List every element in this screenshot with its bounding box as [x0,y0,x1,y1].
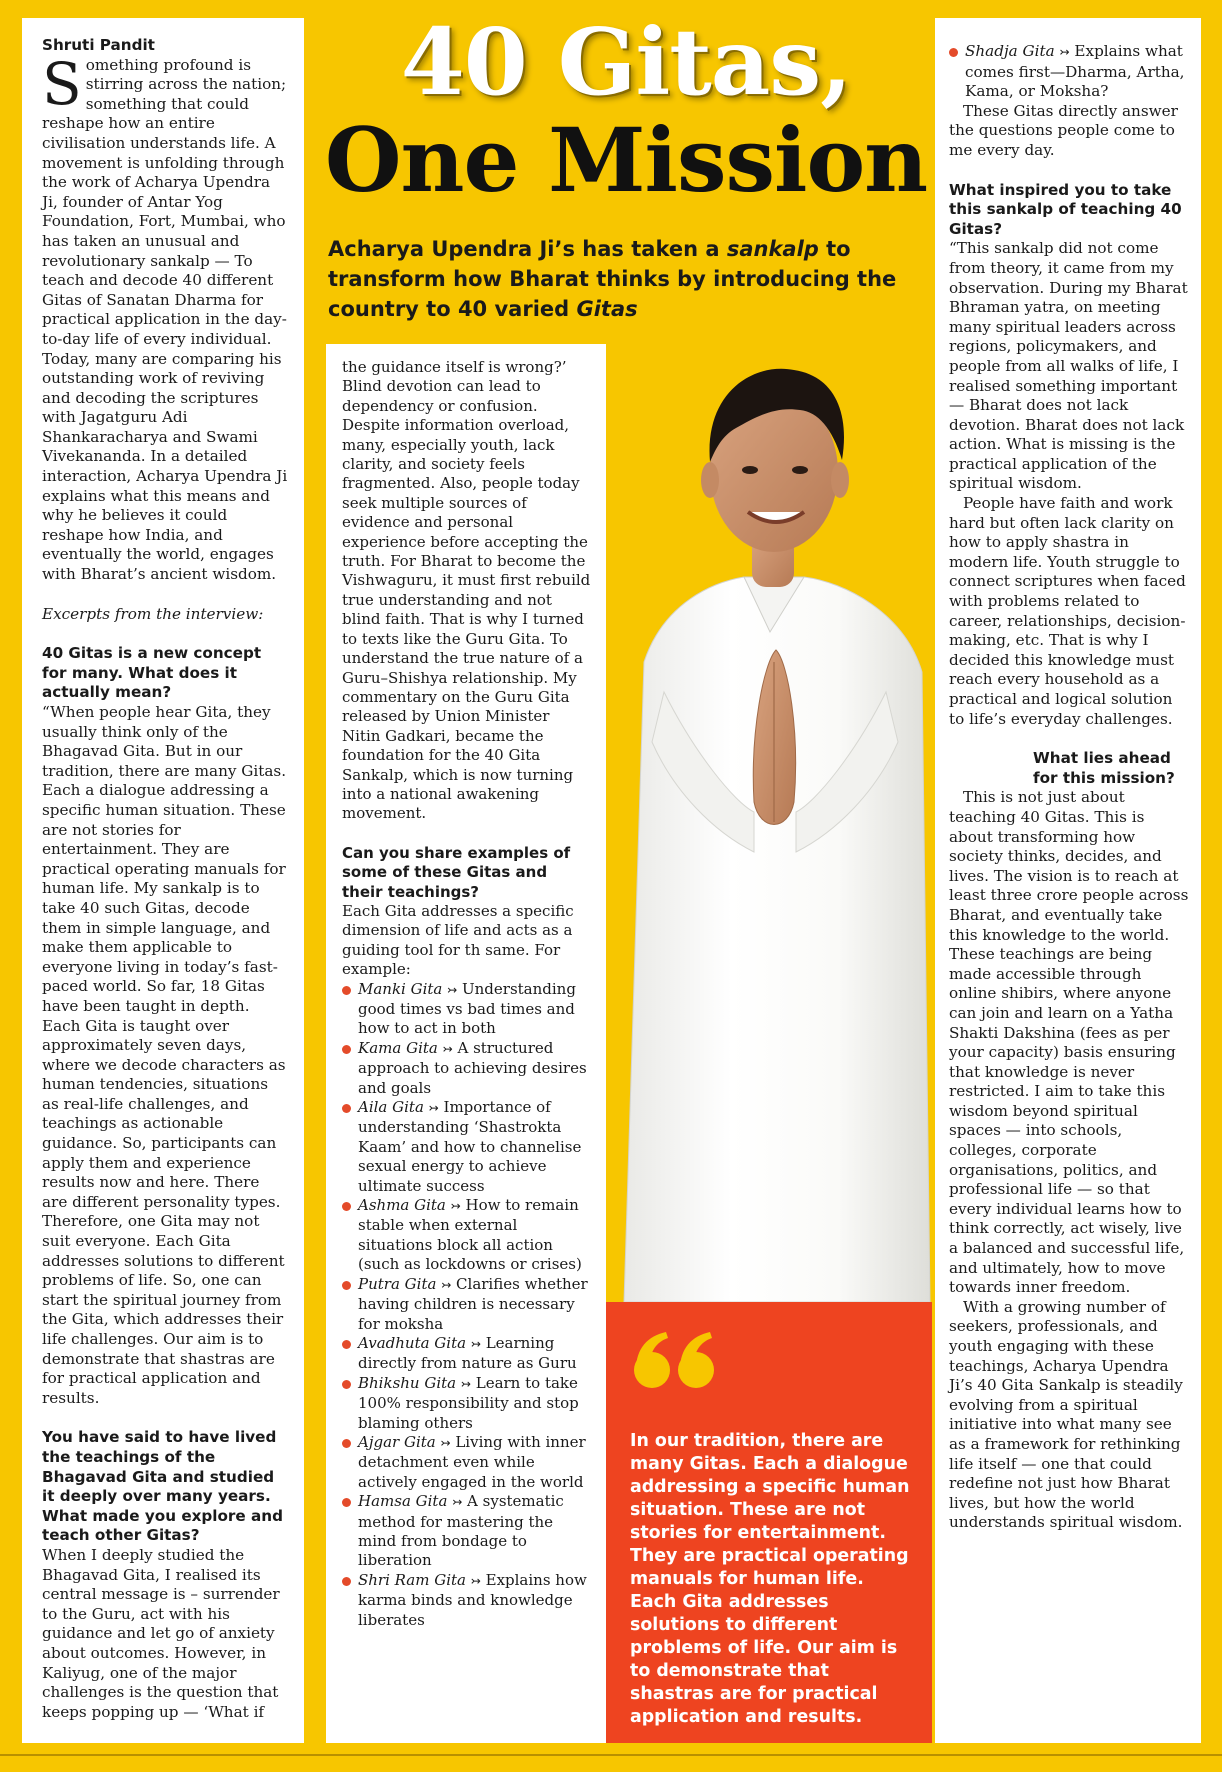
headline-line-2: One Mission [324,108,928,212]
answer-2: When I deeply studied the Bhagavad Gita, I realised its central message is – surrender to the Guru, act with his guidance and let go of anxiety about outcomes. However, in Kaliyug, one of the major challenges is the question that keeps popping up — ‘What if [42,1545,280,1721]
question-4: What inspired you to take this sankalp of teaching 40 Gitas? [949,180,1182,238]
answer-2-continued: the guidance itself is wrong?’ Blind devotion can lead to dependency or confusion. Despite information overload, many, especially youth, lack clarity, and society feels fragmented. Also, people today seek multiple sources of evidence and personal experience before accepting the truth. For Bharat to become the Vishwaguru, it must first rebuild true understanding and not blind faith. That is why I turned to texts like the Guru Gita. To understand the true nature of a Guru–Shishya relationship. My commentary on the Guru Gita released by Union Minister Nitin Gadkari, became the foundation for the 40 Gita Sankalp, which is now turning into a national awakening movement. [342,358,591,823]
gita-example-item: Putra Gita ↣ Clarifies whether having children is necessary for moksha [342,1275,592,1334]
deck: Acharya Upendra Ji’s has taken a sankalp to transform how Bharat thinks by introducing the country to 40 varied Gitas [328,237,897,321]
middle-column [326,344,606,1743]
headline-line-1: 40 Gitas, [400,8,852,116]
portrait-photo [604,332,936,1302]
quote-marks-icon [632,1330,722,1396]
answer-5-part-2: With a growing number of seekers, professionals, and youth engaging with these teachings, Acharya Upendra Ji’s 40 Gita Sankalp is steadily evolving from a spiritual initiative into what many see as a framework for rethinking life itself — one that could redefine not just how Bharat lives, but how the world understands spiritual wisdom. [949,1297,1183,1532]
drop-cap: S [42,49,82,118]
gita-example-item: Hamsa Gita ↣ A systematic method for mastering the mind from bondage to liberation [342,1492,592,1571]
question-2: You have said to have lived the teachings of the Bhagavad Gita and studied it deeply over many years. What made you explore and teach other Gitas? [42,1428,283,1545]
question-5: What lies ahead for this mission? [1033,749,1175,787]
byline: Shruti Pandit [42,36,155,54]
gita-example-item: Shadja Gita ↣ Explains what comes first—Dharma, Artha, Kama, or Moksha? [949,42,1189,102]
gita-example-item: Shri Ram Gita ↣ Explains how karma binds and knowledge liberates [342,1571,592,1630]
gita-example-item: Avadhuta Gita ↣ Learning directly from nature as Guru [342,1334,592,1374]
gita-examples-list [342,980,592,1630]
examples-closing: These Gitas directly answer the questions people come to me every day. [949,101,1178,159]
headline [322,8,930,212]
answer-4-part-1: “This sankalp did not come from theory, it came from my observation. During my Bharat Bhraman yatra, on meeting many spiritual leaders across regions, policymakers, and people from all walks of life, I realised something important — Bharat does not lack devotion. Bharat does not lack action. What is missing is the practical application of the spiritual wisdom. [949,239,1188,493]
pull-quote-box [606,1302,932,1743]
pull-quote-text: In our tradition, there are many Gitas. Each a dialogue addressing a specific human situation. These are not stories for entertainment. They are practical operating manuals for human life. Each Gita addresses solutions to different problems of life. Our aim is to demonstrate that shastras are for practical application and results. [630,1431,910,1727]
gita-example-item: Aila Gita ↣ Importance of understanding ‘Shastrokta Kaam’ and how to channelise sexual energy to achieve ultimate success [342,1098,592,1196]
answer-4-part-2: People have faith and work hard but often lack clarity on how to apply shastra in modern life. Youth struggle to connect scriptures when faced with problems related to career, relationships, decision-making, etc. That is why I decided this knowledge must reach every household as a practical and logical solution to life’s everyday challenges. [949,494,1186,728]
answer-5-part-1: This is not just about teaching 40 Gitas. This is about transforming how society thinks, decides, and lives. The vision is to reach at least three crore people across Bharat, and eventually take this knowledge to the world. These teachings are being made accessible through online shibirs, where anyone can join and learn on a Yatha Shakti Dakshina (fees as per your capacity) basis ensuring that knowledge is never restricted. I aim to take this wisdom beyond spiritual spaces — into schools, colleges, corporate organisations, politics, and professional life — so that every individual learns how to think correctly, act wisely, live a balanced and successful life, and ultimately, how to move towards inner freedom. [949,788,1189,1297]
bottom-rule [0,1754,1222,1756]
gita-example-item: Kama Gita ↣ A structured approach to achieving desires and goals [342,1039,592,1098]
gita-example-item: Manki Gita ↣ Understanding good times vs bad times and how to act in both [342,980,592,1039]
left-column [22,18,304,1743]
question-1: 40 Gitas is a new concept for many. What does it actually mean? [42,644,262,702]
gita-example-item: Bhikshu Gita ↣ Learn to take 100% responsibility and stop blaming others [342,1374,592,1433]
gita-example-item: Ajgar Gita ↣ Living with inner detachment even while actively engaged in the world [342,1433,592,1492]
answer-1: “When people hear Gita, they usually think only of the Bhagavad Gita. But in our tradition, there are many Gitas. Each a dialogue addressing a specific human situation. These are not stories for entertainment. They are practical operating manuals for human life. My sankalp is to take 40 such Gitas, decode them in simple language, and make them applicable to everyone living in today’s fast-paced world. So far, 18 Gitas have been taught in depth. Each Gita is taught over approximately seven days, where we decode characters as human tendencies, situations as real-life challenges, and teachings as actionable guidance. So, participants can apply them and experience results now and here. There are different personality types. Therefore, one Gita may not suit everyone. Each Gita addresses solutions to different problems of life. So, one can start the spiritual journey from the Gita, which addresses their life challenges. Our aim is to demonstrate that shastras are for practical application and results. [42,703,287,1407]
answer-3-intro: Each Gita addresses a specific dimension of life and acts as a guiding tool for th same. For example: [342,901,574,979]
excerpt-label: Excerpts from the interview: [42,604,264,623]
intro-paragraph: Something profound is stirring across the nation; something that could reshape how an entire civilisation understands life. A movement is unfolding through the work of Acharya Upendra Ji, founder of Antar Yog Foundation, Fort, Mumbai, who has taken an unusual and revolutionary sankalp — To teach and decode 40 different Gitas of Sanatan Dharma for practical application in the day-to-day life of every individual. Today, many are comparing his outstanding work of reviving and decoding the scriptures with Jagatguru Adi Shankaracharya and Swami Vivekananda. In a detailed interaction, Acharya Upendra Ji explains what this means and why he believes it could reshape how India, and eventually the world, engages with Bharat’s ancient wisdom. [42,49,288,584]
question-3: Can you share examples of some of these Gitas and their teachings? [342,843,571,901]
right-column [935,18,1201,1743]
gita-example-item: Ashma Gita ↣ How to remain stable when external situations block all action (such as lockdowns or crises) [342,1196,592,1275]
